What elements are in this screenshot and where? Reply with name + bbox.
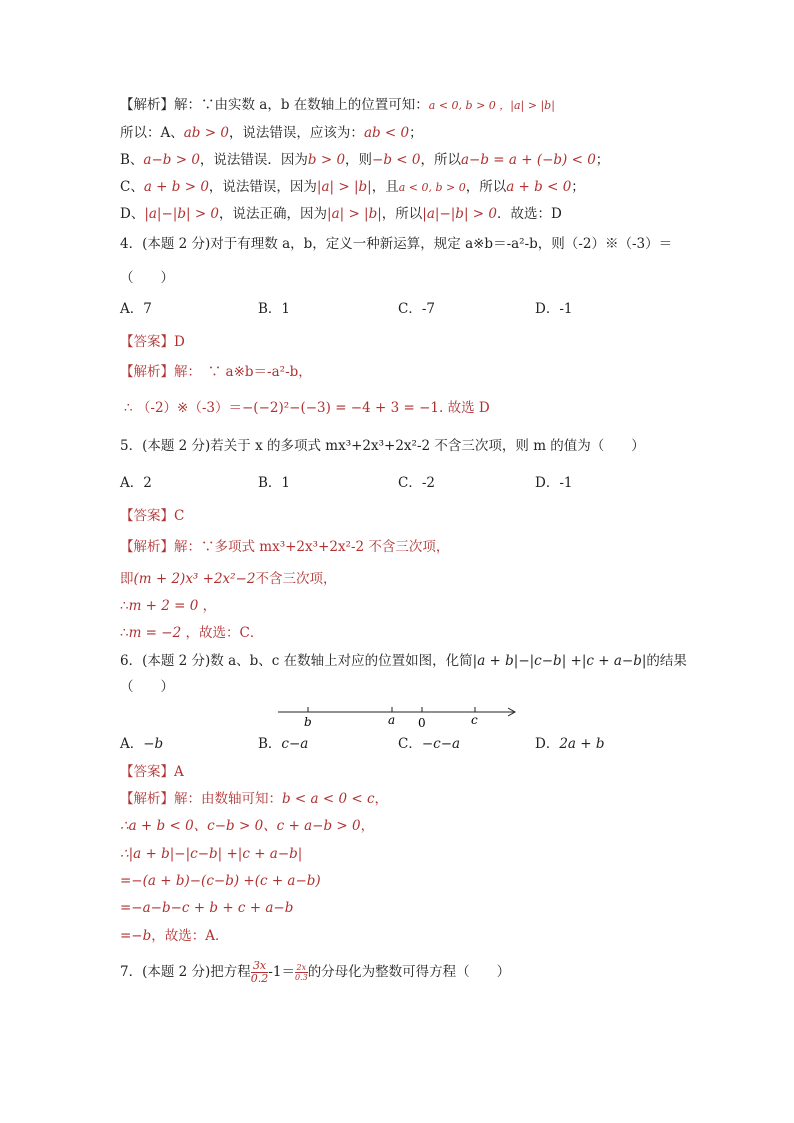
number-line bbox=[270, 700, 530, 732]
text: ， bbox=[374, 791, 389, 807]
math-expr: |a|−|b| > 0 bbox=[144, 206, 220, 222]
math-expr: ∴a + b < 0、c−b > 0、c + a−b > 0 bbox=[120, 818, 361, 834]
text: ∴ bbox=[120, 598, 129, 614]
math-expr: ab < 0 bbox=[363, 125, 410, 141]
math-expr: a−b > 0 bbox=[143, 152, 200, 168]
math-expr: m + 2 = 0 bbox=[128, 598, 199, 614]
text: ，则 bbox=[345, 152, 373, 168]
text: 6．(本题 2 分)数 a、b、c 在数轴上对应的位置如图，化简 bbox=[120, 653, 473, 669]
text: D． bbox=[535, 736, 560, 752]
option-c bbox=[398, 734, 460, 754]
option-a: A．7 bbox=[120, 301, 152, 317]
text: ，说法正确，因为 bbox=[219, 206, 328, 222]
math-expr: −(−2)²−(−3) = −4 + 3 = −1 bbox=[242, 400, 439, 416]
analysis-line bbox=[120, 871, 321, 891]
math-expr: −b bbox=[143, 736, 164, 752]
text: D、 bbox=[120, 206, 145, 222]
analysis-line bbox=[120, 150, 609, 170]
answer-parens: （ ） bbox=[120, 270, 174, 286]
math-expr: a < 0, b > 0 bbox=[398, 181, 466, 194]
analysis-label: 【解析】解：∵由实数 a，b 在数轴上的位置可知： bbox=[120, 97, 429, 113]
analysis-line bbox=[120, 898, 293, 918]
analysis-line bbox=[120, 123, 423, 143]
label-b: b bbox=[304, 715, 312, 729]
math-expr: =−b bbox=[120, 928, 152, 944]
text: 不含三次项， bbox=[255, 571, 337, 587]
numerator: 2x bbox=[296, 963, 307, 972]
text: ， bbox=[198, 598, 217, 614]
analysis-line bbox=[120, 569, 336, 589]
math-expr: a−b = a + (−b) < 0 bbox=[460, 152, 596, 168]
option-b: B．1 bbox=[258, 301, 291, 317]
option-d bbox=[535, 734, 605, 754]
text: ； bbox=[571, 179, 585, 195]
analysis-line bbox=[120, 204, 562, 224]
option-b bbox=[258, 734, 308, 754]
math-expr: =−a−b−c + b + c + a−b bbox=[120, 900, 294, 916]
math-expr: c−a bbox=[281, 736, 309, 752]
label-c: c bbox=[471, 713, 478, 727]
math-expr: −c−a bbox=[421, 736, 461, 752]
fraction bbox=[251, 960, 269, 985]
math-expr: |a + b|−|c−b| +|c + a−b| bbox=[472, 653, 647, 669]
analysis-line bbox=[120, 816, 374, 836]
text: ，所以 bbox=[381, 206, 423, 222]
math-expr: m = −2 bbox=[128, 625, 182, 641]
text: ，故选：C． bbox=[181, 625, 264, 641]
option-d: D．-1 bbox=[535, 301, 573, 317]
math-expr: =−(a + b)−(c−b) +(c + a−b) bbox=[120, 873, 321, 889]
analysis-line: 【解析】解：∵多项式 mx³+2x³+2x²-2 不含三次项， bbox=[120, 539, 450, 555]
text: C、 bbox=[120, 179, 144, 195]
label-a: a bbox=[388, 713, 396, 727]
answer-parens: （ ） bbox=[120, 679, 174, 695]
text: 7．(本题 2 分)把方程 bbox=[120, 964, 251, 980]
text: ．故选：D bbox=[496, 206, 562, 222]
text: B、 bbox=[120, 152, 144, 168]
math-expr: |a| > |b| bbox=[327, 206, 382, 222]
math-expr: b > 0 bbox=[307, 152, 346, 168]
option-a: A．2 bbox=[120, 475, 152, 491]
option-d: D．-1 bbox=[535, 475, 573, 491]
denominator: 0.2 bbox=[250, 972, 269, 985]
math-expr: ∴|a + b|−|c−b| +|c + a−b| bbox=[120, 846, 303, 862]
option-c: C．-2 bbox=[398, 475, 435, 491]
text: . 故选 D bbox=[438, 400, 490, 416]
text: 的结果 bbox=[646, 653, 687, 669]
text: B． bbox=[258, 736, 282, 752]
answer-line: 【答案】A bbox=[120, 764, 184, 780]
math-expr: b < a < 0 < c bbox=[282, 791, 375, 807]
analysis-line bbox=[120, 623, 263, 643]
math-expr: |a|−|b| > 0 bbox=[422, 206, 497, 222]
answer-line: 【答案】D bbox=[120, 334, 185, 350]
analysis-line bbox=[120, 926, 229, 946]
text: ，说法错误，应该为： bbox=[228, 125, 364, 141]
numerator: 3x bbox=[251, 960, 269, 973]
text: A． bbox=[120, 736, 144, 752]
math-expr: a + b < 0 bbox=[506, 179, 572, 195]
option-b: B．1 bbox=[258, 475, 291, 491]
analysis-line bbox=[120, 789, 388, 809]
text: 【解析】解：由数轴可知： bbox=[120, 791, 282, 807]
answer-line: 【答案】C bbox=[120, 508, 185, 524]
text: 所以：A、 bbox=[120, 125, 184, 141]
question-stem: 4．(本题 2 分)对于有理数 a，b，定义一种新运算，规定 a※b＝-a²-b，则（-2）※（-3）＝ bbox=[120, 236, 673, 252]
text: 的分母化为整数可得方程（ ） bbox=[307, 964, 511, 980]
denominator: 0.3 bbox=[294, 973, 308, 982]
option-c: C．-7 bbox=[398, 301, 435, 317]
math-expr: −b < 0 bbox=[372, 152, 421, 168]
math-expr: |a| > |b| bbox=[316, 179, 372, 195]
text: -1＝ bbox=[268, 964, 295, 980]
math-expr: a < 0, b > 0 ，|a| > |b| bbox=[428, 99, 555, 112]
text: ，且 bbox=[371, 179, 399, 195]
math-expr: a + b > 0 bbox=[143, 179, 209, 195]
text: ， bbox=[360, 818, 375, 834]
label-zero: 0 bbox=[418, 716, 426, 730]
text: ； bbox=[595, 152, 610, 168]
text: ； bbox=[409, 125, 423, 141]
question-stem: 5．(本题 2 分)若关于 x 的多项式 mx³+2x³+2x²-2 不含三次项，则 m 的值为（ ） bbox=[120, 438, 645, 454]
text: ，所以 bbox=[465, 179, 507, 195]
text: ，故选：A． bbox=[151, 928, 229, 944]
analysis-line bbox=[120, 596, 216, 616]
analysis-line bbox=[120, 177, 585, 198]
analysis-line bbox=[124, 398, 490, 418]
option-a bbox=[120, 734, 163, 754]
math-expr: (m + 2)x³ +2x²−2 bbox=[133, 571, 256, 587]
text: ，所以 bbox=[420, 152, 461, 168]
text: ，说法错误．因为 bbox=[199, 152, 308, 168]
fraction bbox=[295, 963, 308, 982]
math-expr: ab > 0 bbox=[183, 125, 229, 141]
question-stem bbox=[120, 960, 510, 985]
analysis-line: 【解析】解： ∵ a※b＝-a²-b， bbox=[120, 364, 312, 380]
text: ∴ bbox=[120, 625, 129, 641]
text: C． bbox=[398, 736, 422, 752]
text: 即 bbox=[120, 571, 134, 587]
question-stem bbox=[120, 651, 687, 671]
analysis-line bbox=[120, 844, 302, 864]
text: ，说法错误，因为 bbox=[208, 179, 317, 195]
analysis-line bbox=[120, 95, 555, 116]
math-expr: 2a + b bbox=[559, 736, 605, 752]
text: ∴ （-2）※（-3）＝ bbox=[124, 400, 242, 416]
